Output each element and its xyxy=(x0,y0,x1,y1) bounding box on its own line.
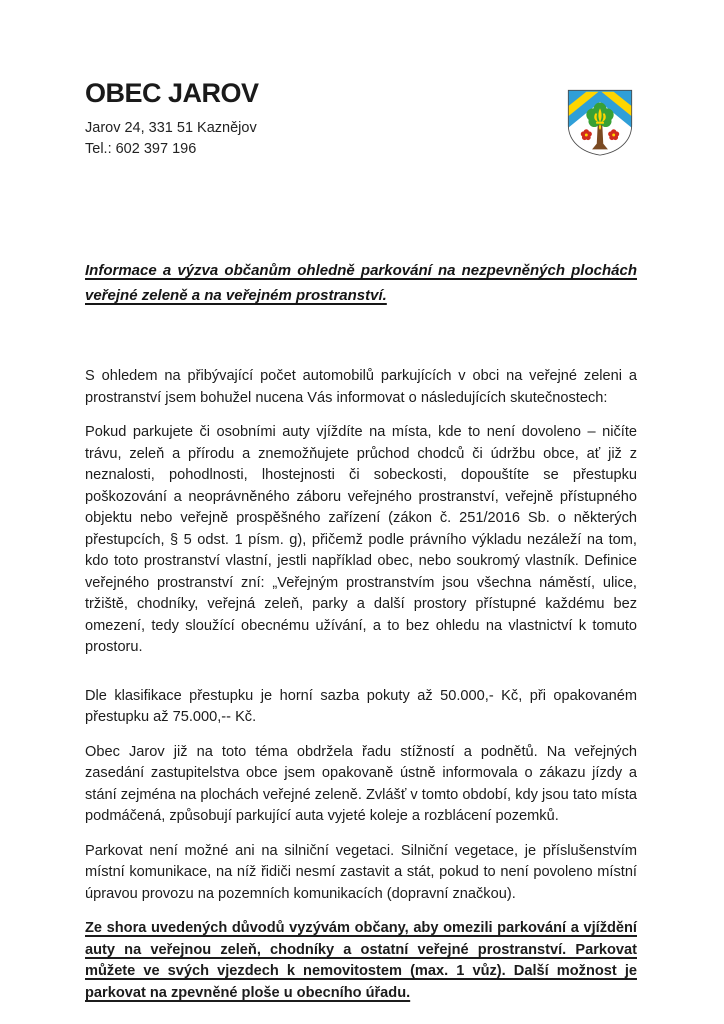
paragraph-complaints: Obec Jarov již na toto téma obdržela řadu stížností a podnětů. Na veřejných zasedání zastupitelstva obce jsem opakovaně ústně informovala o zákazu jízdy a stání zejména na plochách veřejné zeleně. Zvlášť v tomto období, kdy jsou tato místa podmáčená, způsobují parkující auta vyjeté koleje a rozblácení pozemků. xyxy=(85,743,637,824)
org-address: Jarov 24, 331 51 Kaznějov xyxy=(85,120,257,136)
org-phone: Tel.: 602 397 196 xyxy=(85,141,197,157)
crest-svg xyxy=(564,84,636,160)
paragraph-road-vegetation: Parkovat není možné ani na silniční vegetaci. Silniční vegetace, je příslušenstvím místní komunikace, na níž řidiči nesmí zastavit a stát, pokud to není povoleno místní úpravou provozu na pozemních komunikacích (dopravní značkou). xyxy=(85,842,637,902)
org-name: OBEC JAROV xyxy=(85,78,259,108)
paragraph-fine-amounts: Dle klasifikace přestupku je horní sazba pokuty až 50.000,- Kč, při opakovaném přestupku až 75.000,-- Kč. xyxy=(85,687,637,725)
document-title: Informace a výzva občanům ohledně parkování na nezpevněných plochách veřejné zeleně a na veřejném prostranství. xyxy=(85,262,637,304)
paragraph-call-to-action: Ze shora uvedených důvodů vyzývám občany, aby omezili parkování a vjíždění auty na veřejnou zeleň, chodníky a ostatní veřejné prostranství. Parkovat můžete ve svých vjezdech k nemovitostem (max. 1 vůz). Další možnost je parkovat na zpevněné ploše u obecního úřadu. xyxy=(85,920,637,1001)
letterhead xyxy=(85,78,639,160)
letter-body xyxy=(85,258,637,1017)
jarov-coat-of-arms-icon xyxy=(564,84,636,160)
paragraph-intro: S ohledem na přibývající počet automobilů parkujících v obci na veřejné zeleni a prostranství jsem bohužel nucena Vás informovat o následujících skutečnostech: xyxy=(85,368,637,406)
paragraph-offence-definition: Pokud parkujete či osobními auty vjíždíte na místa, kde to není dovoleno – ničíte trávu, zeleň a přírodu a znemožňujete průchod chodců či údržbu obce, ať již z neznalosti, pohodlnosti, lhostejnosti či sobeckosti, dopouštíte se přestupku poškozování a neoprávněného záboru veřejného prostranství, veřejně přístupného objektu nebo veřejně prospěšného zařízení (zákon č. 251/2016 Sb. o některých přestupcích, § 5 odst. 1 písm. g), přičemž podle právního výkladu nezáleží na tom, kdo toto prostranství vlastní, jestli například obec, nebo soukromý vlastník. Definice veřejného prostranství zní: „Veřejným prostranstvím jsou všechna náměstí, ulice, tržiště, chodníky, veřejná zeleň, parky a další prostory přístupné každému bez omezení, tedy sloužící obecnému užívání, a to bez ohledu na vlastnictví k tomuto prostoru. xyxy=(85,424,637,655)
